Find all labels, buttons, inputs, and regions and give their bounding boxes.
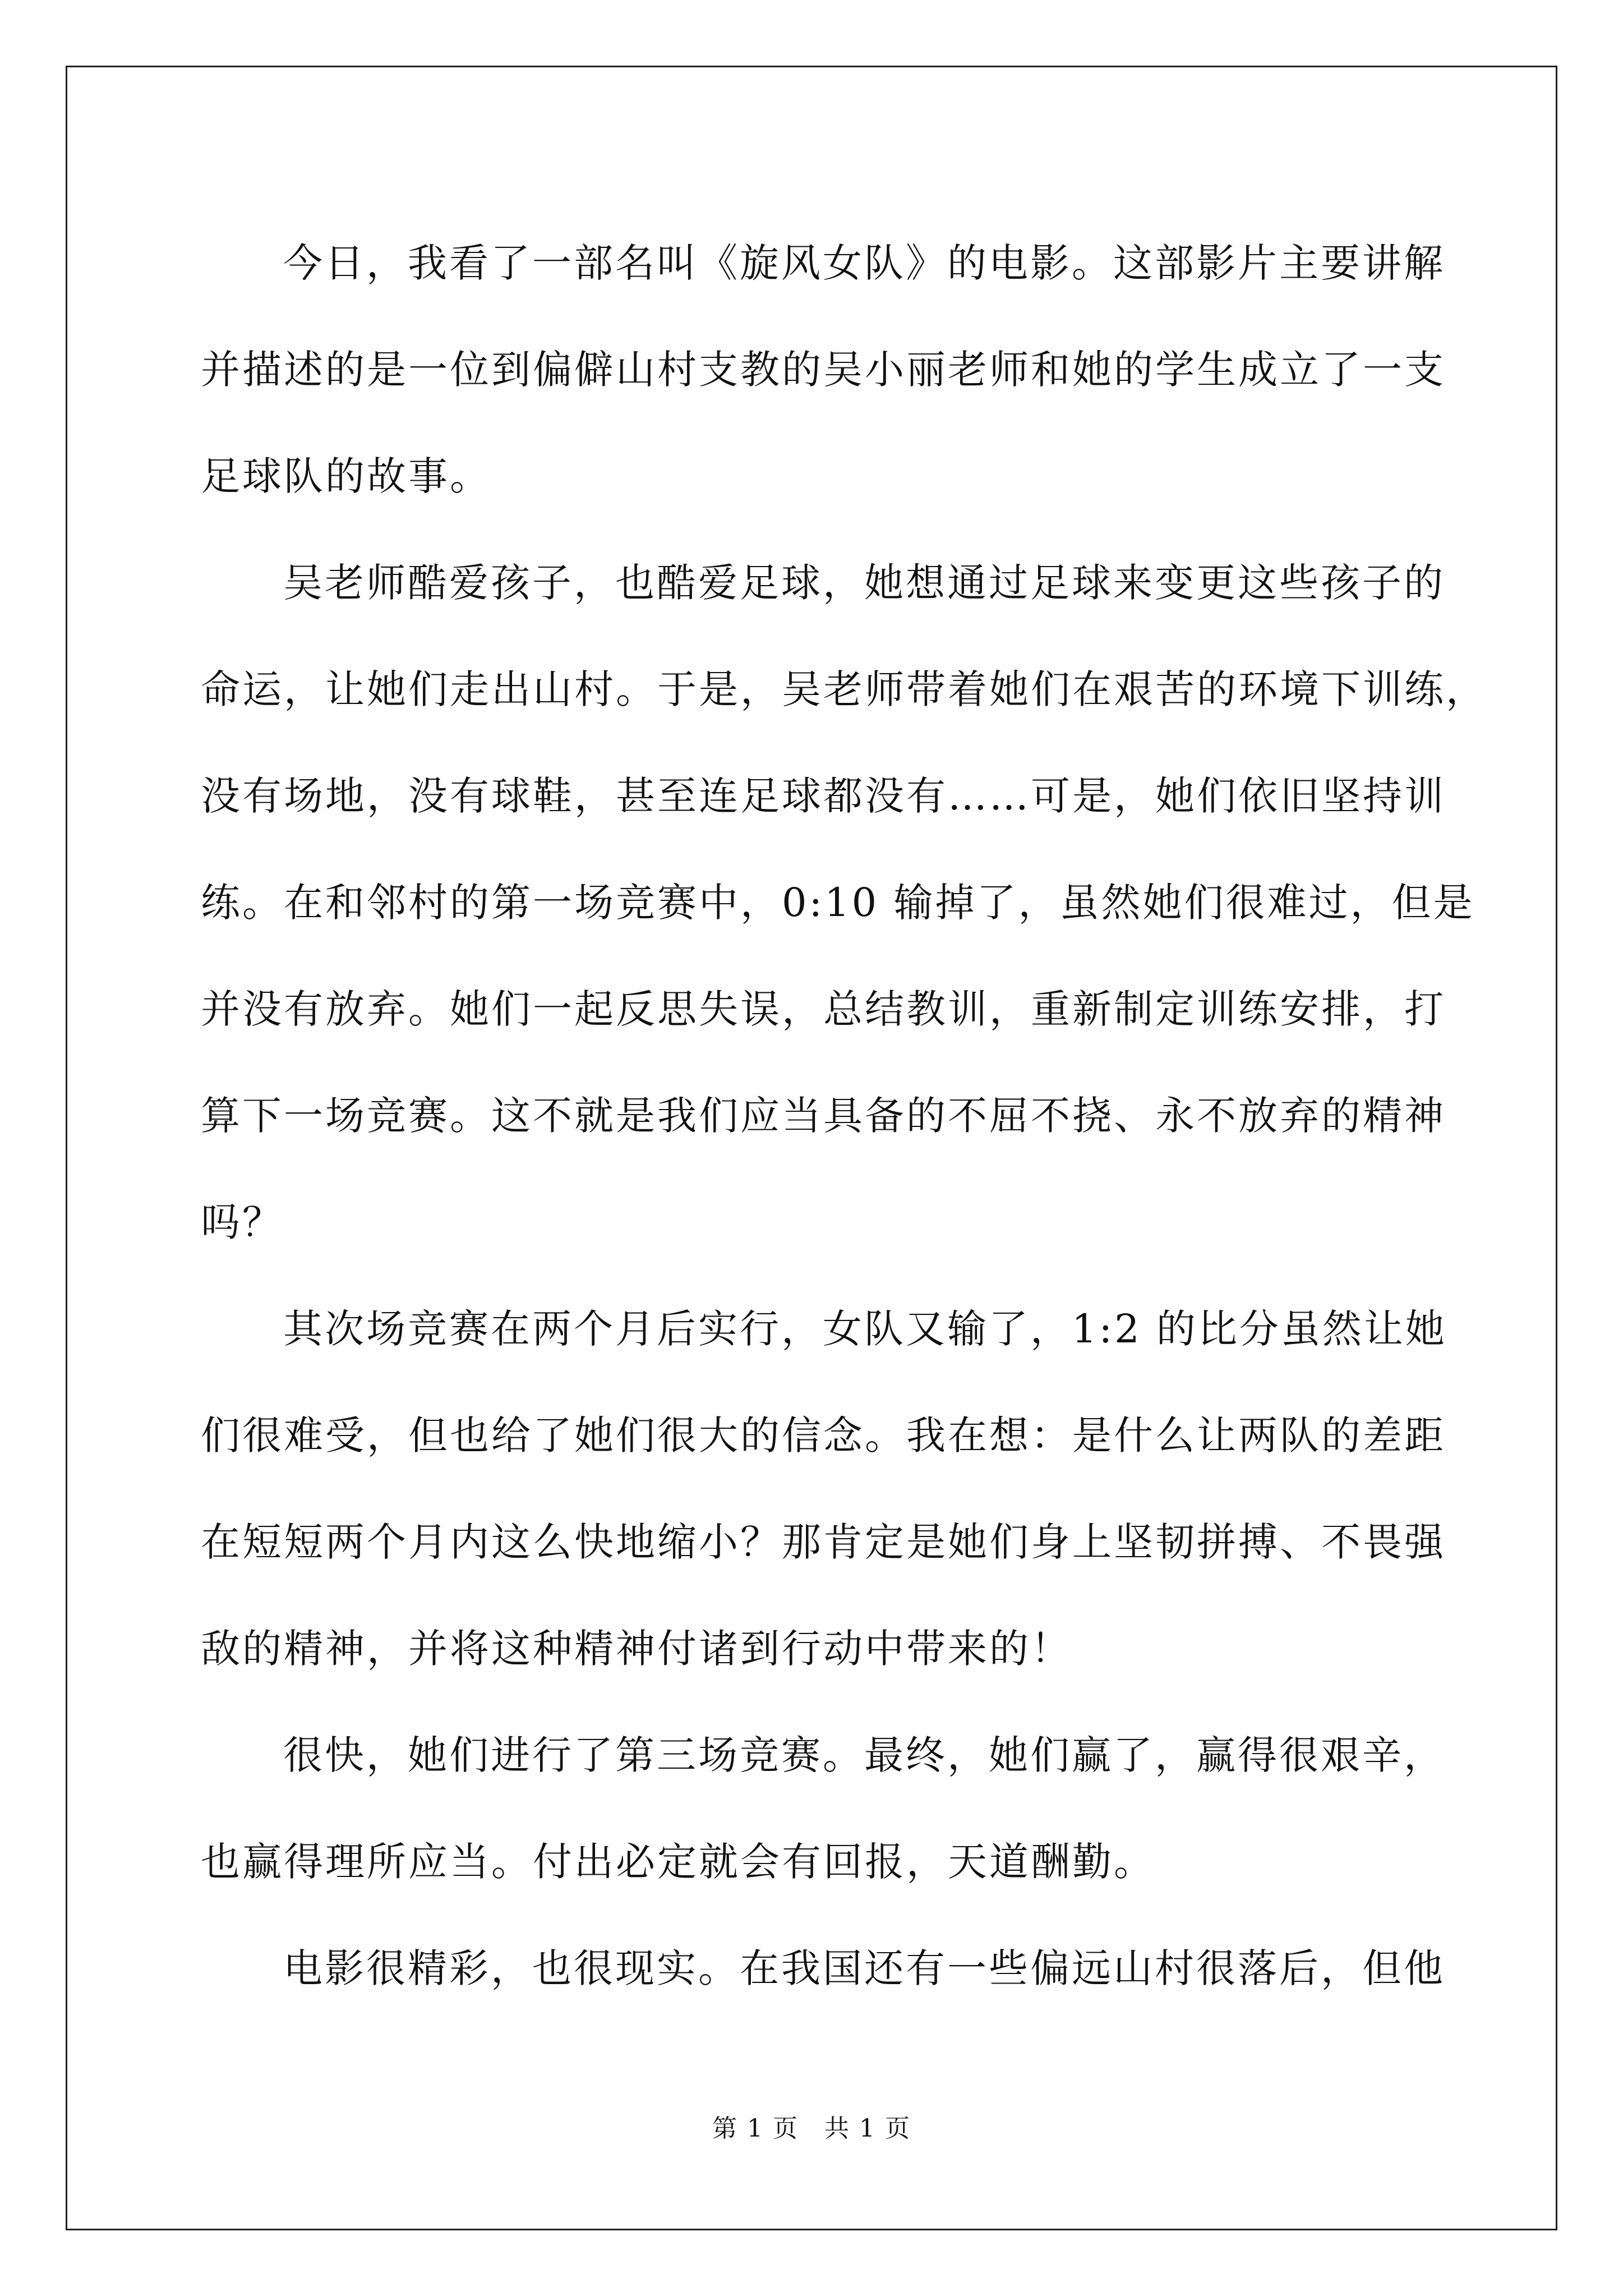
text-line: 吗？ <box>201 1199 284 1245</box>
text-line: 今日，我看了一部名叫《旋风女队》的电影。这部影片主要讲解 <box>283 240 1445 286</box>
text-line: 足球队的故事。 <box>201 453 491 499</box>
paragraph-4 <box>201 1702 1445 1915</box>
paragraph-5 <box>201 1915 1445 2022</box>
text-line: 算下一场竞赛。这不就是我们应当具备的不屈不挠、永不放弃的精神 <box>201 1093 1446 1139</box>
text-line: 并没有放弃。她们一起反思失误，总结教训，重新制定训练安排，打 <box>201 986 1446 1032</box>
text-line: 敌的精神，并将这种精神付诸到行动中带来的！ <box>201 1626 1072 1672</box>
text-line: 并描述的是一位到偏僻山村支教的吴小丽老师和她的学生成立了一支 <box>201 347 1446 393</box>
document-body <box>201 210 1487 2022</box>
text-line: 在短短两个月内这么快地缩小？那肯定是她们身上坚韧拼搏、不畏强 <box>201 1519 1446 1565</box>
text-line: 练。在和邻村的第一场竞赛中，0:10 输掉了，虽然她们很难过，但是 <box>201 880 1475 926</box>
text-line: 命运，让她们走出山村。于是，吴老师带着她们在艰苦的环境下训练， <box>201 666 1487 712</box>
text-line: 电影很精彩，也很现实。在我国还有一些偏远山村很落后，但他 <box>283 1945 1445 1991</box>
paragraph-1 <box>201 210 1446 530</box>
text-line: 吴老师酷爱孩子，也酷爱足球，她想通过足球来变更这些孩子的 <box>283 560 1445 606</box>
text-line: 其次场竞赛在两个月后实行，女队又输了，1:2 的比分虽然让她 <box>283 1306 1447 1352</box>
text-line: 很快，她们进行了第三场竞赛。最终，她们赢了，赢得很艰辛， <box>283 1732 1445 1778</box>
text-line: 也赢得理所应当。付出必定就会有回报，天道酬勤。 <box>201 1839 1155 1885</box>
text-line: 们很难受，但也给了她们很大的信念。我在想：是什么让两队的差距 <box>201 1412 1446 1458</box>
page-number-footer: 第 1 页 共 1 页 <box>712 2114 911 2143</box>
paragraph-2 <box>201 530 1487 1276</box>
text-line: 没有场地，没有球鞋，甚至连足球都没有……可是，她们依旧坚持训 <box>201 773 1446 819</box>
paragraph-3 <box>201 1276 1447 1702</box>
